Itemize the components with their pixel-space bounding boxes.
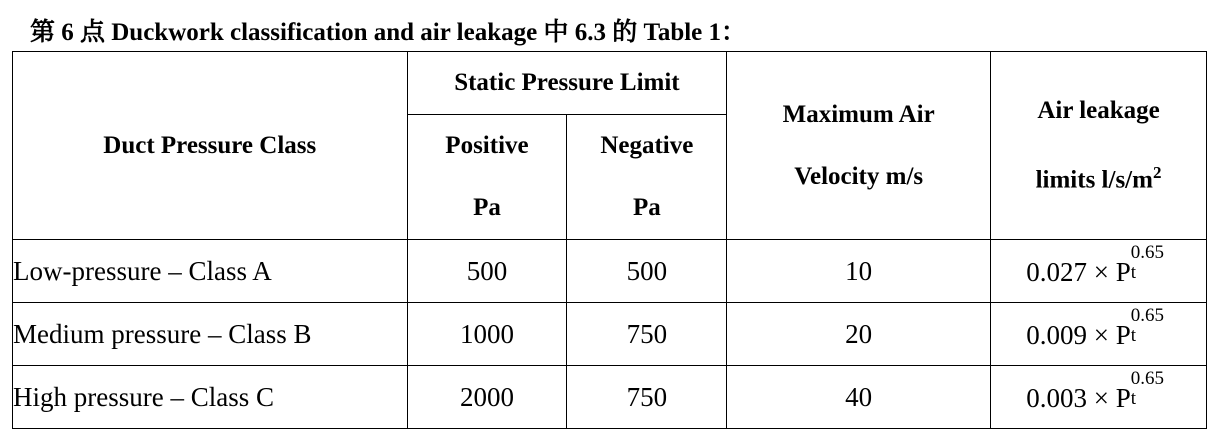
formula-subscript: t [1130, 262, 1137, 283]
header-max-air-velocity [727, 52, 991, 240]
cell-duct-class: Low-pressure – Class A [13, 240, 408, 303]
header-leakage-line2 [991, 142, 1206, 211]
formula-exponent: 0.65 [1130, 368, 1165, 389]
header-leakage-line1: Air leakage [1037, 96, 1160, 124]
cell-leakage [991, 240, 1207, 303]
cell-negative: 750 [567, 303, 727, 366]
table-row [13, 366, 1207, 429]
formula-times: × [1093, 257, 1109, 287]
header-negative-unit: Pa [632, 194, 661, 221]
table-row [13, 240, 1207, 303]
header-negative-label: Negative [600, 132, 694, 159]
header-duct-pressure-class: Duct Pressure Class [13, 52, 408, 240]
document-heading: 第 6 点 Duckwork classification and air leakage 中 6.3 的 Table 1： [30, 19, 747, 46]
cell-velocity: 40 [727, 366, 991, 429]
leakage-formula [1026, 368, 1171, 414]
duct-classification-table [12, 51, 1207, 429]
header-positive [407, 115, 567, 240]
header-leakage-unit-exponent: 2 [1152, 162, 1162, 182]
cell-leakage [991, 303, 1207, 366]
formula-exponent: 0.65 [1130, 305, 1165, 326]
formula-coefficient: 0.003 [1026, 383, 1088, 413]
header-air-leakage [991, 52, 1207, 240]
formula-coefficient: 0.027 [1026, 257, 1088, 287]
cell-leakage [991, 366, 1207, 429]
cell-negative: 500 [567, 240, 727, 303]
formula-times: × [1093, 320, 1109, 350]
cell-duct-class: Medium pressure – Class B [13, 303, 408, 366]
cell-positive: 1000 [407, 303, 567, 366]
formula-times: × [1093, 383, 1109, 413]
formula-exponent: 0.65 [1130, 242, 1165, 263]
cell-positive: 2000 [407, 366, 567, 429]
cell-velocity: 20 [727, 303, 991, 366]
cell-duct-class: High pressure – Class C [13, 366, 408, 429]
formula-coefficient: 0.009 [1026, 320, 1088, 350]
header-negative [567, 115, 727, 240]
formula-base: P [1115, 383, 1131, 413]
header-positive-label: Positive [445, 132, 529, 159]
leakage-formula [1026, 242, 1171, 288]
formula-subscript: t [1130, 325, 1137, 346]
table-row [13, 303, 1207, 366]
header-max-velocity-line1: Maximum Air [782, 100, 935, 128]
header-leakage-unit: limits l/s/m [1035, 166, 1153, 194]
cell-velocity: 10 [727, 240, 991, 303]
header-static-pressure-limit: Static Pressure Limit [407, 52, 727, 115]
header-max-velocity-line2: Velocity m/s [794, 162, 924, 190]
leakage-formula [1026, 305, 1171, 351]
formula-base: P [1115, 257, 1131, 287]
formula-base: P [1115, 320, 1131, 350]
cell-negative: 750 [567, 366, 727, 429]
formula-subscript: t [1130, 388, 1137, 409]
header-positive-unit: Pa [473, 194, 501, 221]
cell-positive: 500 [407, 240, 567, 303]
